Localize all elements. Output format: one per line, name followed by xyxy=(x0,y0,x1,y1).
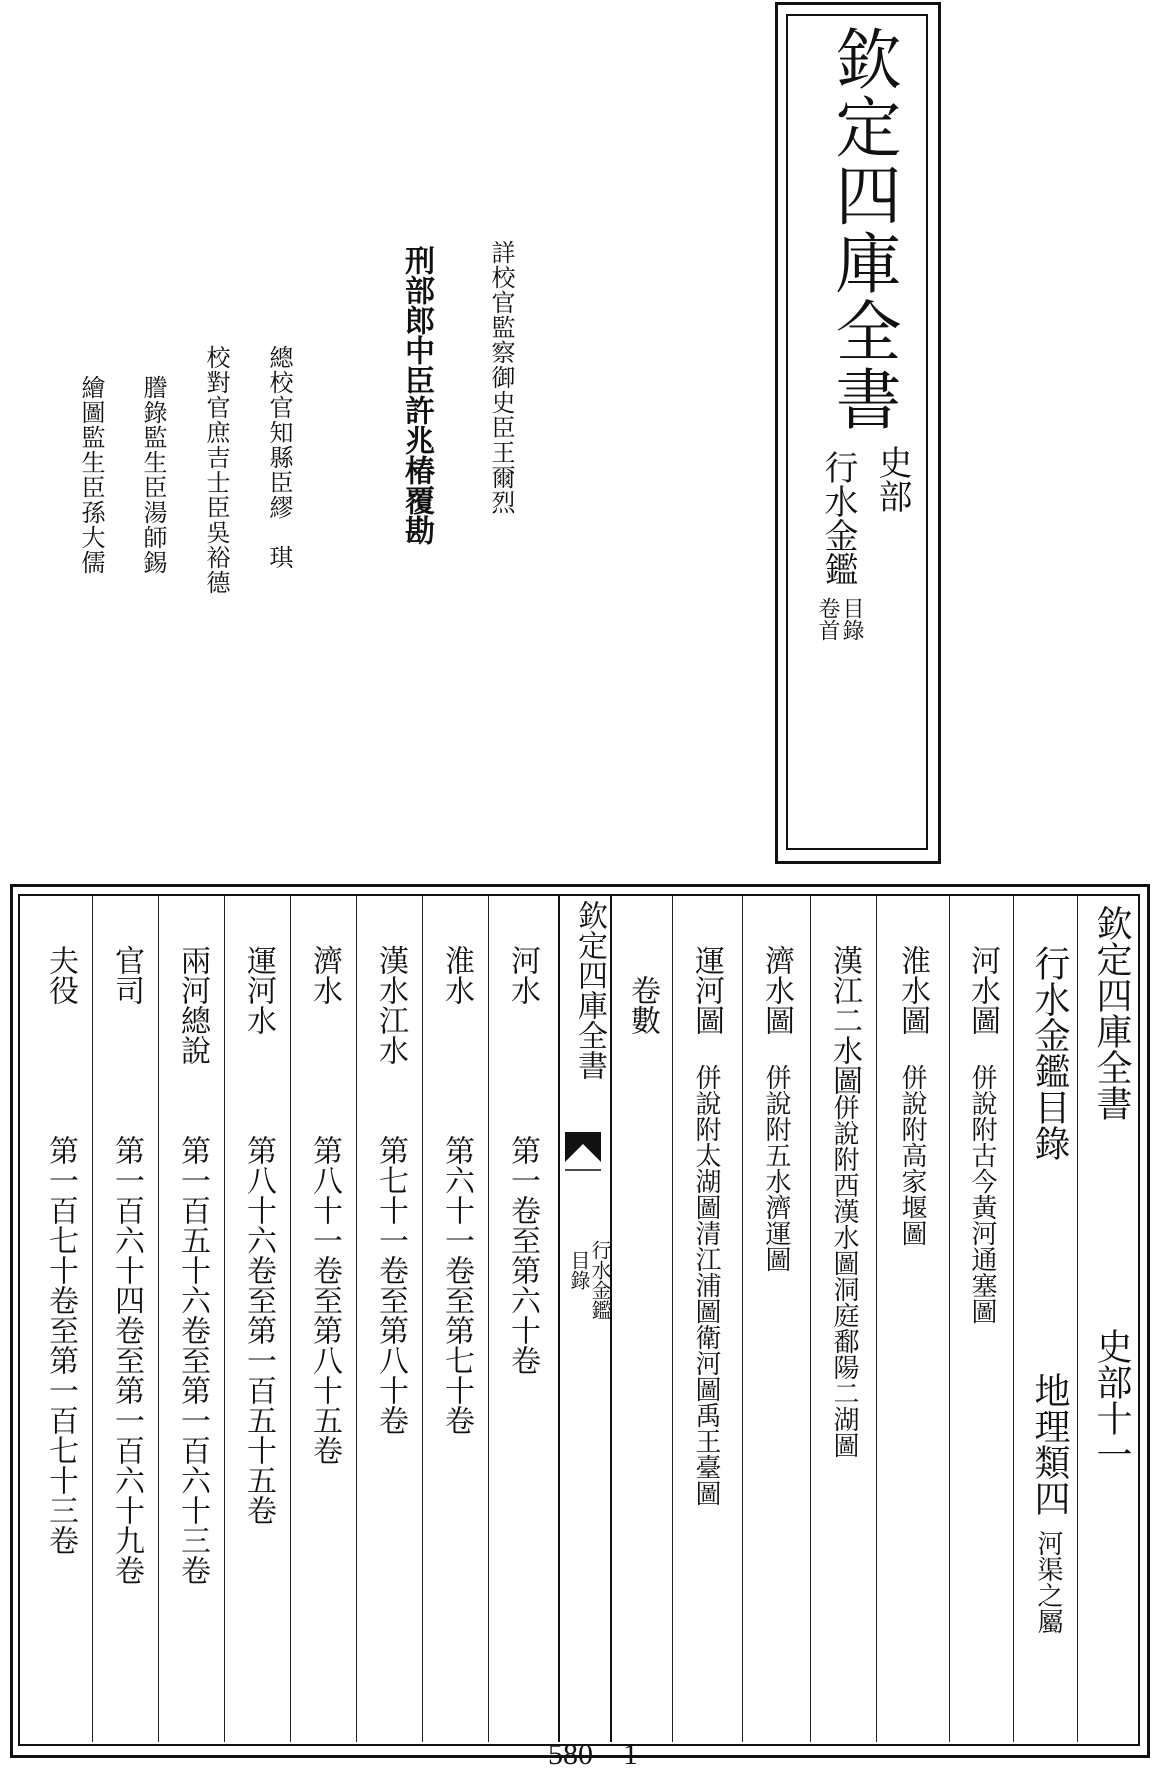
column-rule xyxy=(742,896,743,1742)
collection-title: 欽定四庫全書 xyxy=(824,25,901,433)
column-rule xyxy=(92,896,93,1742)
volume-entry-range: 第一百六十四卷至第一百六十九卷 xyxy=(109,1135,144,1585)
map-entry-name: 河水圖 xyxy=(965,945,1000,1035)
map-entry-note: 併說附五水濟運圖 xyxy=(761,1064,791,1272)
map-entry-name: 漢江二水圖 xyxy=(827,945,862,1095)
credit-chief-proofreader: 總校官知縣臣繆 琪 xyxy=(265,345,293,570)
column-rule xyxy=(1077,896,1078,1742)
volume-entry-name: 兩河總說 xyxy=(175,945,210,1065)
column-rule xyxy=(422,896,423,1742)
volume-entry-range: 第一卷至第六十卷 xyxy=(505,1135,540,1375)
book-title: 行水金鑑 xyxy=(818,450,858,586)
map-entry-note: 併說附高家堰圖 xyxy=(897,1064,927,1246)
column-rule xyxy=(1013,896,1014,1742)
map-entry-note: 併說附西漢水圖洞庭鄱陽二湖圖 xyxy=(829,1094,859,1458)
column-rule xyxy=(810,896,811,1742)
volume-entry-range: 第一百七十卷至第一百七十三卷 xyxy=(43,1135,78,1555)
volume-entry-name: 河水 xyxy=(505,945,540,1005)
section-label-volumes: 卷數 xyxy=(625,975,660,1035)
volume-entry-name: 夫役 xyxy=(43,945,78,1005)
credit-collator: 校對官庶吉士臣吳裕德 xyxy=(202,345,230,595)
toc-header-title: 欽定四庫全書 xyxy=(1091,905,1132,1121)
column-rule xyxy=(290,896,291,1742)
column-rule xyxy=(224,896,225,1742)
credit-copyist: 謄錄監生臣湯師錫 xyxy=(139,375,167,575)
column-rule xyxy=(672,896,673,1742)
volume-entry-range: 第六十一卷至第七十卷 xyxy=(439,1135,474,1435)
volume-entry-name: 官司 xyxy=(109,945,144,1005)
credit-illustrator: 繪圖監生臣孫大儒 xyxy=(77,375,105,575)
volume-entry-name: 淮水 xyxy=(439,945,474,1005)
book-suffix-contents: 目錄 xyxy=(839,597,864,641)
toc-class: 地理類四 xyxy=(1029,1372,1070,1516)
volume-entry-range: 第七十一卷至第八十卷 xyxy=(373,1135,408,1435)
column-rule xyxy=(876,896,877,1742)
volume-entry-range: 第八十六卷至第一百五十五卷 xyxy=(241,1135,276,1525)
volume-entry-name: 漢水江水 xyxy=(373,945,408,1065)
category-label: 史部 xyxy=(872,445,912,513)
toc-subtitle: 行水金鑑目錄 xyxy=(1029,945,1070,1161)
map-entry-name: 淮水圖 xyxy=(895,945,930,1035)
map-entry-note: 併說附古今黃河通塞圖 xyxy=(967,1064,997,1324)
book-suffix-preface: 卷首 xyxy=(815,597,840,641)
volume-entry-name: 運河水 xyxy=(241,945,276,1035)
margin-header: 欽定四庫全書 xyxy=(572,900,607,1080)
volume-entry-name: 濟水 xyxy=(307,945,342,1005)
map-entry-note: 併說附太湖圖清江浦圖衛河圖禹王臺圖 xyxy=(691,1064,721,1506)
volume-entry-range: 第一百五十六卷至第一百六十三卷 xyxy=(175,1135,210,1585)
credit-reviewer: 刑部郎中臣許兆椿覆勘 xyxy=(399,245,434,545)
toc-class-note: 河渠之屬 xyxy=(1033,1530,1063,1634)
margin-suffix: 目錄 xyxy=(567,1250,591,1290)
map-entry-name: 運河圖 xyxy=(689,945,724,1035)
map-entry-name: 濟水圖 xyxy=(759,945,794,1035)
margin-book-title: 行水金鑑 xyxy=(588,1240,612,1320)
column-rule xyxy=(949,896,950,1742)
column-rule xyxy=(356,896,357,1742)
page-number: 580—1 xyxy=(548,1738,638,1771)
column-rule xyxy=(488,896,489,1742)
column-rule xyxy=(158,896,159,1742)
volume-entry-range: 第八十一卷至第八十五卷 xyxy=(307,1135,342,1465)
toc-category: 史部十一 xyxy=(1091,1328,1132,1472)
credit-detail-checker: 詳校官監察御史臣王爾烈 xyxy=(487,240,515,515)
fish-tail-mark-icon xyxy=(565,1132,601,1192)
